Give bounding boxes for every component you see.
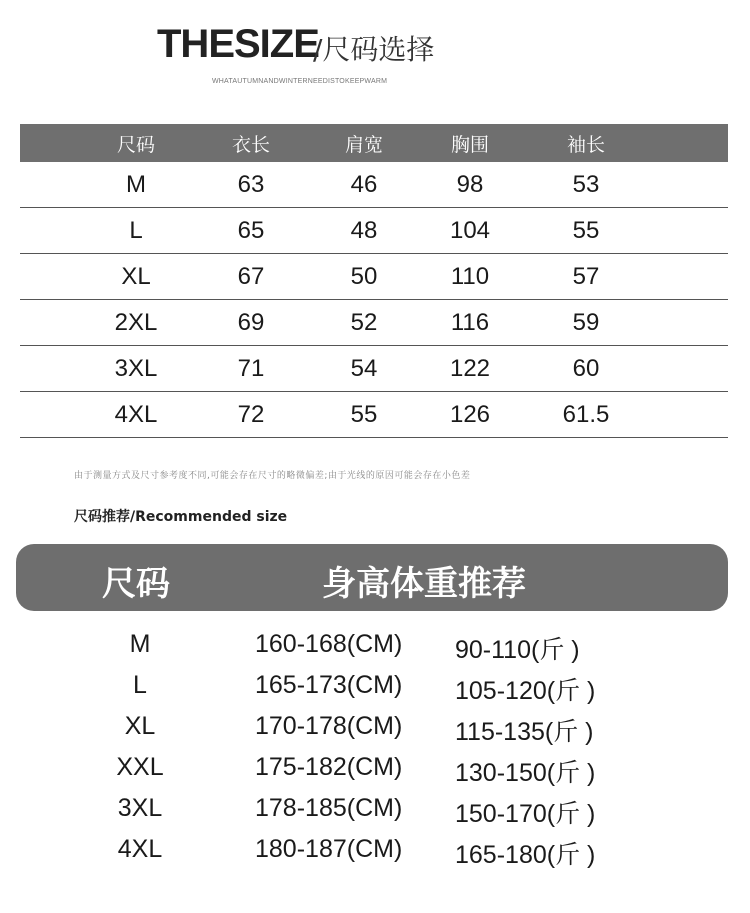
size-table-row bbox=[20, 254, 728, 300]
size-table-cell: 104 bbox=[449, 216, 491, 244]
recommend-size: XXL bbox=[116, 753, 164, 781]
size-table-cell: 122 bbox=[449, 354, 491, 382]
recommend-height: 165-173(CM) bbox=[255, 671, 403, 699]
size-table-cell: 110 bbox=[450, 262, 490, 290]
size-table-row bbox=[20, 392, 728, 438]
recommend-weight: 105-120(斤 ) bbox=[455, 677, 596, 705]
recommend-weight: 115-135(斤 ) bbox=[455, 718, 594, 746]
recommend-height: 170-178(CM) bbox=[255, 712, 403, 740]
size-table-cell: 54 bbox=[350, 354, 378, 382]
measurement-note: 由于测量方式及尺寸参考度不同,可能会存在尺寸的略微偏差;由于光线的原因可能会存在小色差 bbox=[74, 471, 471, 481]
size-table-cell: 60 bbox=[572, 354, 600, 382]
size-table-body bbox=[20, 162, 728, 438]
page-title-cn: /尺码选择 bbox=[313, 33, 435, 66]
size-table-cell: M bbox=[126, 170, 146, 198]
size-table-column-header: 胸围 bbox=[450, 133, 489, 156]
size-table-cell: 46 bbox=[350, 170, 378, 198]
size-table-row bbox=[20, 208, 728, 254]
size-table-cell: 61.5 bbox=[562, 400, 610, 428]
recommend-row bbox=[0, 712, 750, 753]
recommend-size: XL bbox=[124, 712, 156, 740]
recommend-list bbox=[0, 630, 750, 876]
size-table-cell: 69 bbox=[237, 308, 265, 336]
recommend-weight: 165-180(斤 ) bbox=[455, 841, 596, 869]
recommend-header-size: 尺码 bbox=[102, 564, 170, 604]
page-header bbox=[0, 22, 750, 92]
recommended-size-label: 尺码推荐/Recommended size bbox=[74, 509, 288, 525]
size-table-cell: 3XL bbox=[114, 354, 158, 382]
size-table-cell: L bbox=[129, 216, 143, 244]
size-table-cell: 57 bbox=[572, 262, 600, 290]
recommend-size: 4XL bbox=[117, 835, 163, 863]
recommend-size: M bbox=[129, 630, 151, 658]
size-table-cell: 98 bbox=[456, 170, 484, 198]
recommend-height: 160-168(CM) bbox=[255, 630, 403, 658]
size-table-column-header: 衣长 bbox=[231, 133, 270, 156]
size-table bbox=[20, 124, 728, 438]
page-subtitle: WHATAUTUMNANDWINTERNEEDISTOKEEPWARM bbox=[212, 78, 388, 85]
size-table-cell: 53 bbox=[572, 170, 600, 198]
size-table-cell: XL bbox=[121, 262, 151, 290]
recommend-size: L bbox=[133, 671, 147, 699]
recommend-size: 3XL bbox=[117, 794, 163, 822]
recommend-row bbox=[0, 671, 750, 712]
size-table-cell: 52 bbox=[350, 308, 378, 336]
size-table-cell: 71 bbox=[237, 354, 265, 382]
size-table-header bbox=[20, 124, 728, 162]
size-table-cell: 65 bbox=[237, 216, 265, 244]
size-table-cell: 59 bbox=[572, 308, 600, 336]
size-table-cell: 48 bbox=[350, 216, 378, 244]
recommend-row bbox=[0, 753, 750, 794]
recommend-weight: 90-110(斤 ) bbox=[455, 636, 580, 664]
size-table-cell: 4XL bbox=[114, 400, 158, 428]
recommend-weight: 130-150(斤 ) bbox=[455, 759, 596, 787]
size-table-row bbox=[20, 162, 728, 208]
recommend-height: 178-185(CM) bbox=[255, 794, 403, 822]
size-table-cell: 50 bbox=[350, 262, 378, 290]
size-table-row bbox=[20, 346, 728, 392]
size-table-cell: 55 bbox=[350, 400, 378, 428]
size-table-column-header: 尺码 bbox=[116, 133, 155, 156]
size-table-cell: 63 bbox=[237, 170, 265, 198]
recommend-row bbox=[0, 794, 750, 835]
size-table-cell: 116 bbox=[450, 308, 490, 336]
size-table-cell: 2XL bbox=[114, 308, 158, 336]
size-table-row bbox=[20, 300, 728, 346]
size-table-cell: 126 bbox=[449, 400, 491, 428]
recommend-header-height-weight: 身高体重推荐 bbox=[322, 564, 526, 604]
size-table-column-header: 肩宽 bbox=[344, 133, 383, 156]
size-table-cell: 72 bbox=[237, 400, 265, 428]
recommend-height: 175-182(CM) bbox=[255, 753, 403, 781]
size-table-cell: 55 bbox=[572, 216, 600, 244]
page-title: THESIZE bbox=[157, 22, 319, 66]
recommend-row bbox=[0, 835, 750, 876]
recommend-weight: 150-170(斤 ) bbox=[455, 800, 596, 828]
recommend-row bbox=[0, 630, 750, 671]
size-table-column-header: 袖长 bbox=[566, 133, 605, 156]
recommend-height: 180-187(CM) bbox=[255, 835, 403, 863]
size-table-cell: 67 bbox=[237, 262, 265, 290]
recommend-header-bar bbox=[16, 544, 728, 611]
